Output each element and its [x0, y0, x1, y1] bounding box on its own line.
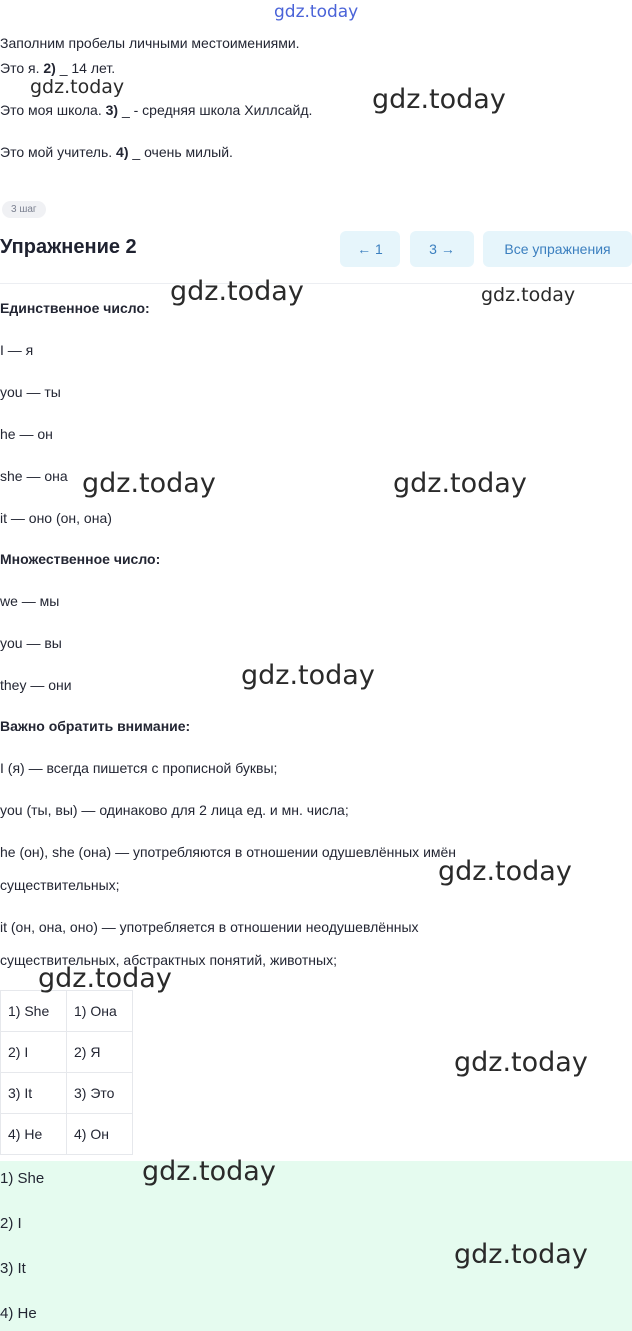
singular-item: it — оно (он, она): [0, 510, 112, 526]
watermark: gdz.today: [454, 1047, 588, 1078]
intro-line-4: [0, 144, 233, 160]
note-line: существительных, абстрактных понятий, животных;: [0, 952, 337, 968]
table-cell: 1) Она: [67, 991, 133, 1032]
instruction-text: Заполним пробелы личными местоимениями.: [0, 35, 300, 51]
watermark: gdz.today: [438, 856, 572, 887]
answers-table: [0, 990, 133, 1155]
table-cell: 2) I: [1, 1032, 67, 1073]
singular-heading: Единственное число:: [0, 300, 150, 316]
answer-line: 3) It: [0, 1260, 26, 1277]
note-line: it (он, она, оно) — употребляется в отношении неодушевлённых: [0, 919, 419, 935]
intro-line-3-post: _ - средняя школа Хиллсайд.: [118, 102, 313, 118]
next-exercise-button[interactable]: 3 →: [410, 231, 474, 267]
table-row: [1, 1114, 133, 1155]
singular-item: she — она: [0, 468, 68, 484]
watermark: gdz.today: [393, 468, 527, 499]
intro-line-2-post: _ 14 лет.: [55, 60, 116, 76]
table-cell: 4) He: [1, 1114, 67, 1155]
table-cell: 2) Я: [67, 1032, 133, 1073]
note-line: you (ты, вы) — одинаково для 2 лица ед. и мн. числа;: [0, 802, 349, 818]
watermark: gdz.today: [38, 963, 172, 994]
plural-item: they — они: [0, 677, 72, 693]
intro-line-4-pre: Это мой учитель.: [0, 144, 117, 160]
intro-line-3-pre: Это моя школа.: [0, 102, 106, 118]
plural-item: we — мы: [0, 593, 60, 609]
watermark: gdz.today: [372, 84, 506, 115]
table-row: [1, 1032, 133, 1073]
exercise-title: Упражнение 2: [0, 236, 137, 258]
watermark: gdz.today: [481, 284, 576, 306]
singular-item: I — я: [0, 342, 34, 358]
watermark-top: gdz.today: [274, 2, 359, 22]
intro-line-3: [0, 102, 312, 118]
singular-item: you — ты: [0, 384, 61, 400]
watermark: gdz.today: [30, 76, 125, 98]
table-cell: 3) Это: [67, 1073, 133, 1114]
intro-line-2-pre: Это я.: [0, 60, 44, 76]
watermark: gdz.today: [241, 660, 375, 691]
table-row: [1, 1073, 133, 1114]
answer-line: 2) I: [0, 1215, 22, 1232]
note-line: существительных;: [0, 877, 120, 893]
all-exercises-button[interactable]: Все упражнения: [483, 231, 632, 267]
step-badge: 3 шаг: [2, 201, 46, 218]
note-line: he (он), she (она) — употребляются в отношении одушевлённых имён: [0, 844, 457, 860]
watermark: gdz.today: [454, 1239, 588, 1270]
intro-line-4-post: _ очень милый.: [128, 144, 233, 160]
table-cell: 1) She: [1, 991, 67, 1032]
note-line: I (я) — всегда пишется с прописной буквы;: [0, 760, 278, 776]
intro-line-3-num: 3): [105, 102, 119, 118]
watermark: gdz.today: [82, 468, 216, 499]
intro-line-2: [0, 60, 115, 76]
table-row: [1, 991, 133, 1032]
table-cell: 3) It: [1, 1073, 67, 1114]
watermark: gdz.today: [142, 1156, 276, 1187]
answer-line: 4) He: [0, 1305, 37, 1322]
plural-item: you — вы: [0, 635, 62, 651]
plural-heading: Множественное число:: [0, 551, 161, 567]
intro-line-2-num: 2): [43, 60, 56, 76]
answer-line: 1) She: [0, 1170, 45, 1187]
table-cell: 4) Он: [67, 1114, 133, 1155]
watermark: gdz.today: [170, 276, 304, 307]
singular-item: he — он: [0, 426, 53, 442]
intro-line-4-num: 4): [116, 144, 129, 160]
prev-exercise-button[interactable]: ← 1: [340, 231, 400, 267]
notes-heading: Важно обратить внимание:: [0, 718, 191, 734]
